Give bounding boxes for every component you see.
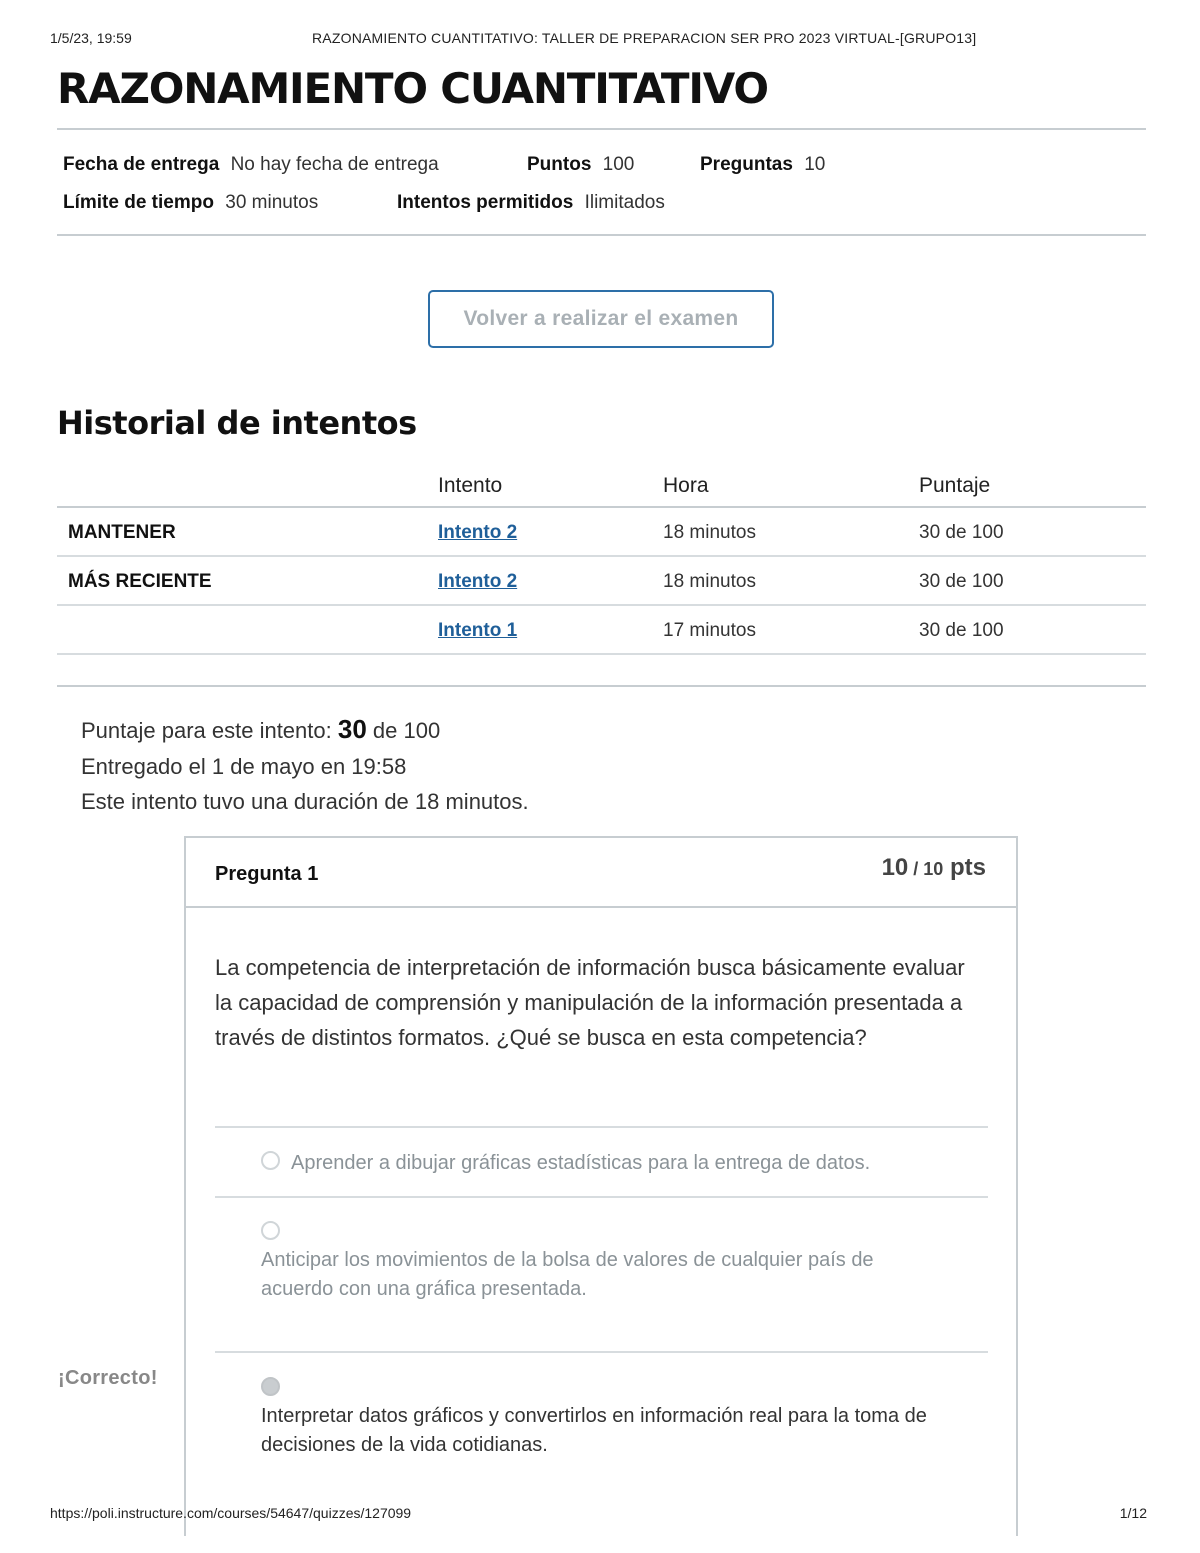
radio-button[interactable] bbox=[261, 1221, 280, 1240]
questions-value: 10 bbox=[804, 154, 826, 175]
points-value: 100 bbox=[602, 154, 635, 175]
attempt-history-table bbox=[57, 466, 1146, 655]
submitted-at: Entregado el 1 de mayo en 19:58 bbox=[81, 754, 407, 779]
column-time: Hora bbox=[663, 474, 709, 497]
attempt-history-title: Historial de intentos bbox=[57, 404, 417, 442]
answer-option-correct[interactable]: Interpretar datos gráficos y convertirlos en información real para la toma de decisiones de la vida cotidianas. bbox=[261, 1405, 927, 1456]
time-limit-value: 30 minutos bbox=[225, 192, 319, 213]
attempt-link[interactable]: Intento 2 bbox=[438, 571, 518, 592]
attempt-score: 30 de 100 bbox=[919, 620, 1004, 641]
question-text: La competencia de interpretación de información busca básicamente evaluar la capacidad de comprensión y manipulación de la información presentada a través de distintos formatos. ¿Qué se busca en esta competencia? bbox=[215, 955, 965, 1050]
attempt-time: 17 minutos bbox=[663, 620, 756, 641]
divider bbox=[57, 234, 1146, 236]
column-score: Puntaje bbox=[919, 474, 991, 497]
divider bbox=[57, 128, 1146, 130]
attempt-link[interactable]: Intento 2 bbox=[438, 522, 518, 543]
print-url: https://poli.instructure.com/courses/54647/quizzes/127099 bbox=[50, 1505, 412, 1521]
table-row bbox=[57, 508, 1146, 557]
question-header bbox=[186, 838, 1016, 908]
answer-divider bbox=[215, 1351, 988, 1353]
answer-divider bbox=[215, 1126, 988, 1128]
question-label: Pregunta 1 bbox=[215, 863, 319, 885]
column-attempt: Intento bbox=[438, 474, 503, 497]
questions-label: Preguntas bbox=[700, 154, 793, 175]
attempt-score bbox=[81, 714, 440, 745]
questions-count bbox=[700, 154, 825, 176]
answer-divider bbox=[215, 1196, 988, 1198]
divider bbox=[57, 685, 1146, 687]
print-title: RAZONAMIENTO CUANTITATIVO: TALLER DE PREPARACION SER PRO 2023 VIRTUAL-[GRUPO13] bbox=[312, 30, 977, 46]
due-date bbox=[63, 154, 439, 176]
attempt-duration: Este intento tuvo una duración de 18 minutos. bbox=[81, 789, 529, 814]
answer-option[interactable]: Aprender a dibujar gráficas estadísticas para la entrega de datos. bbox=[291, 1152, 871, 1174]
radio-button-selected[interactable] bbox=[261, 1377, 280, 1396]
correct-flag-line bbox=[184, 1400, 186, 1500]
retake-quiz-button[interactable]: Volver a realizar el examen bbox=[428, 290, 774, 348]
print-date: 1/5/23, 19:59 bbox=[50, 30, 132, 46]
score-suffix: de 100 bbox=[366, 718, 441, 743]
points-unit: pts bbox=[943, 854, 986, 881]
attempts-value: Ilimitados bbox=[584, 192, 665, 213]
print-header bbox=[50, 30, 1150, 50]
attempt-score: 30 de 100 bbox=[919, 571, 1004, 592]
attempt-tag: MÁS RECIENTE bbox=[68, 571, 212, 592]
attempt-tag: MANTENER bbox=[68, 522, 176, 543]
due-value: No hay fecha de entrega bbox=[230, 154, 439, 175]
attempt-score: 30 de 100 bbox=[919, 522, 1004, 543]
points bbox=[527, 154, 634, 176]
page-number: 1/12 bbox=[1119, 1505, 1147, 1521]
question-points bbox=[882, 854, 986, 882]
attempt-link[interactable]: Intento 1 bbox=[438, 620, 518, 641]
points-total: 10 bbox=[923, 859, 944, 879]
correct-answer-flag: ¡Correcto! bbox=[58, 1367, 158, 1389]
time-limit-label: Límite de tiempo bbox=[63, 192, 214, 213]
table-header bbox=[57, 466, 1146, 508]
quiz-title: RAZONAMIENTO CUANTITATIVO bbox=[57, 64, 768, 113]
attempts-label: Intentos permitidos bbox=[397, 192, 574, 213]
points-label: Puntos bbox=[527, 154, 592, 175]
attempts-allowed bbox=[397, 192, 665, 214]
points-earned: 10 bbox=[881, 854, 909, 881]
radio-button[interactable] bbox=[261, 1151, 280, 1170]
score-value: 30 bbox=[337, 714, 367, 744]
points-sep: / bbox=[908, 859, 924, 879]
table-row bbox=[57, 557, 1146, 606]
question-card bbox=[184, 836, 1018, 1536]
due-label: Fecha de entrega bbox=[63, 154, 220, 175]
attempt-time: 18 minutos bbox=[663, 571, 756, 592]
time-limit bbox=[63, 192, 318, 214]
attempt-time: 18 minutos bbox=[663, 522, 756, 543]
answer-option[interactable]: Anticipar los movimientos de la bolsa de valores de cualquier país de acuerdo con una gráfica presentada. bbox=[261, 1249, 874, 1300]
table-row bbox=[57, 606, 1146, 655]
score-prefix: Puntaje para este intento: bbox=[81, 718, 338, 743]
